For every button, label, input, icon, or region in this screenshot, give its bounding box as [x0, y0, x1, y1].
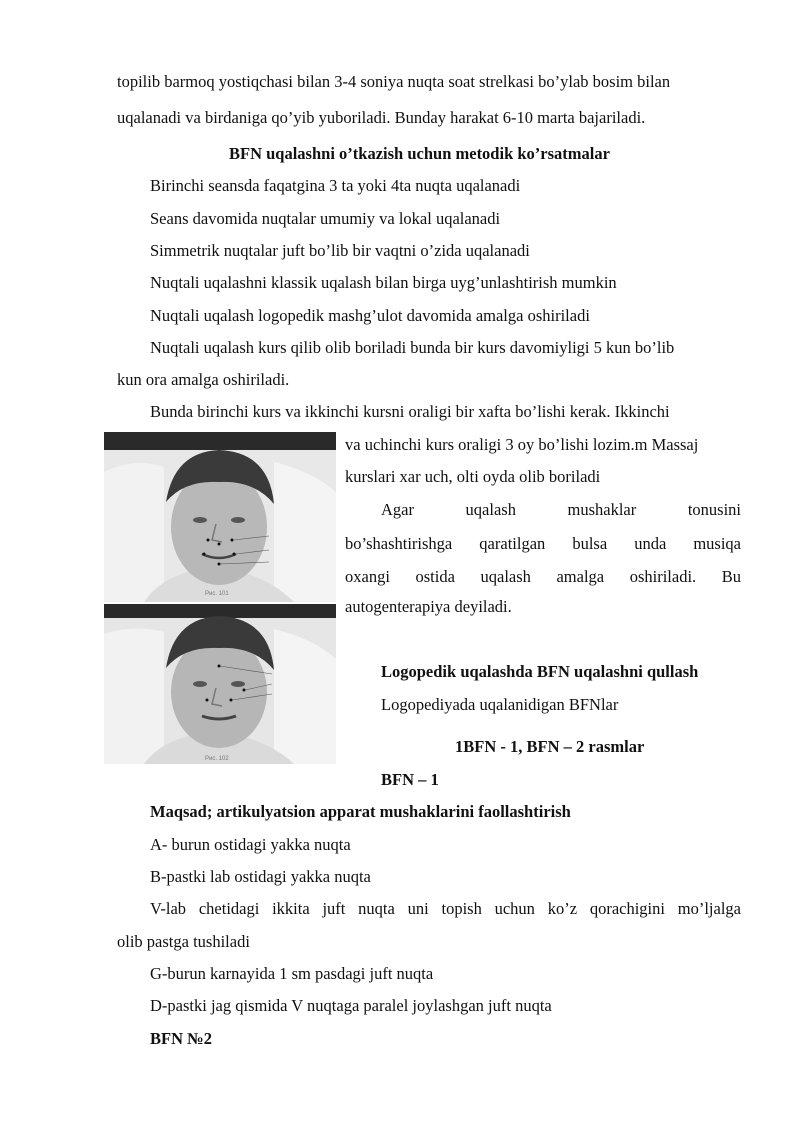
list-item: D-pastki jag qismida V nuqtaga paralel joylashgan juft nuqta	[150, 996, 552, 1015]
list-item: A- burun ostidagi yakka nuqta	[150, 835, 351, 854]
paragraph-line: V-lab chetidagi ikkita juft nuqta uni topish uchun ko’z qorachigini mo’ljalga	[150, 899, 741, 918]
list-item: Seans davomida nuqtalar umumiy va lokal uqalanadi	[150, 209, 501, 228]
figure-caption: Рис. 101	[205, 591, 229, 597]
section-heading: 1BFN - 1, BFN – 2 rasmlar	[455, 737, 645, 756]
paragraph-line: uqalanadi va birdaniga qo’yib yuboriladi. Bunday harakat 6-10 marta bajariladi.	[117, 108, 646, 127]
list-item: Simmetrik nuqtalar juft bo’lib bir vaqtni o’zida uqalanadi	[150, 241, 530, 260]
figure-caption: Рис. 102	[205, 756, 229, 762]
face-photo-2	[104, 604, 336, 764]
paragraph-line: oxangi ostida uqalash amalga oshiriladi. Bu	[345, 567, 741, 586]
paragraph-line: topilib barmoq yostiqchasi bilan 3-4 soniya nuqta soat strelkasi bo’ylab bosim bilan	[117, 72, 671, 91]
list-item: Nuqtali uqalash logopedik mashg’ulot davomida amalga oshiriladi	[150, 306, 590, 325]
paragraph-line: Nuqtali uqalash kurs qilib olib boriladi bunda bir kurs davomiyligi 5 kun bo’lib	[150, 338, 675, 357]
paragraph-line: kun ora amalga oshiriladi.	[117, 370, 290, 389]
section-heading: BFN – 1	[381, 770, 439, 789]
section-heading: BFN №2	[150, 1029, 212, 1048]
list-item: Birinchi seansda faqatgina 3 ta yoki 4ta nuqta uqalanadi	[150, 176, 521, 195]
paragraph-line: autogenterapiya deyiladi.	[345, 597, 512, 616]
paragraph-line: bo’shashtirishga qaratilgan bulsa unda musiqa	[345, 534, 741, 553]
face-photo-1	[104, 432, 336, 602]
paragraph-line: Logopediyada uqalanidigan BFNlar	[381, 695, 619, 714]
paragraph-line: kurslari xar uch, olti oyda olib boriladi	[345, 467, 601, 486]
paragraph-line: Agar uqalash mushaklar tonusini	[381, 500, 741, 519]
paragraph-line: olib pastga tushiladi	[117, 932, 250, 951]
paragraph-line: va uchinchi kurs oraligi 3 oy bo’lishi lozim.m Massaj	[345, 435, 699, 454]
section-heading: Maqsad; artikulyatsion apparat mushaklarini faollashtirish	[150, 802, 571, 821]
section-heading: BFN uqalashni o’tkazish uchun metodik ko’rsatmalar	[229, 144, 610, 163]
section-heading: Logopedik uqalashda BFN uqalashni qullash	[381, 662, 699, 681]
list-item: Nuqtali uqalashni klassik uqalash bilan birga uyg’unlashtirish mumkin	[150, 273, 617, 292]
list-item: G-burun karnayida 1 sm pasdagi juft nuqta	[150, 964, 434, 983]
list-item: B-pastki lab ostidagi yakka nuqta	[150, 867, 371, 886]
paragraph-line: Bunda birinchi kurs va ikkinchi kursni oraligi bir xafta bo’lishi kerak. Ikkinchi	[150, 402, 670, 421]
